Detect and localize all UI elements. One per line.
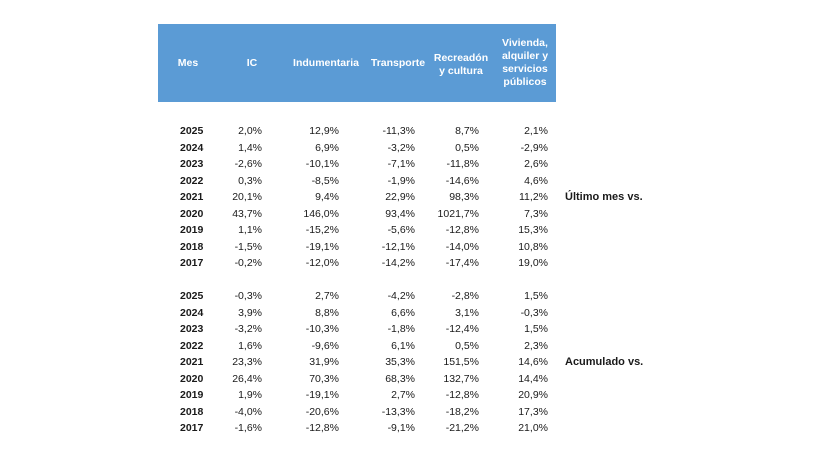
- cell-transporte: -12,1%: [381, 240, 415, 253]
- cell-recreacion: -12,8%: [445, 389, 479, 401]
- table-row: [158, 404, 556, 421]
- cell-indumentaria: -10,1%: [305, 158, 339, 170]
- cell-transporte: 68,3%: [385, 372, 415, 385]
- cell-ic: -0,2%: [234, 257, 262, 269]
- cell-vivienda: 4,6%: [524, 174, 548, 187]
- cell-vivienda: 2,6%: [524, 158, 548, 170]
- cell-ic: 1,6%: [238, 339, 262, 352]
- cell-ic: 0,3%: [238, 174, 262, 187]
- table-row: [158, 173, 556, 190]
- cell-transporte: -11,3%: [382, 125, 415, 137]
- cell-transporte: -14,2%: [381, 257, 415, 269]
- header-indumentaria: Indumentaria: [293, 56, 359, 69]
- cell-ic: -1,5%: [234, 240, 262, 253]
- section-label-acumulado: Acumulado vs.: [565, 356, 644, 368]
- cell-vivienda: 1,5%: [524, 290, 548, 302]
- cell-transporte: -13,3%: [381, 405, 415, 418]
- table-row: [158, 420, 556, 437]
- cell-vivienda: 1,5%: [524, 323, 548, 335]
- cell-indumentaria: 70,3%: [309, 372, 339, 385]
- cell-ic: -0,3%: [234, 290, 262, 302]
- cell-recreacion: -12,8%: [445, 224, 479, 236]
- cell-year: 2021: [180, 191, 204, 203]
- cell-indumentaria: 31,9%: [309, 356, 339, 368]
- header-mes: Mes: [177, 56, 199, 69]
- cell-recreacion: -18,2%: [445, 405, 479, 418]
- table-row: [158, 387, 556, 404]
- table-row: [158, 206, 556, 223]
- cell-year: 2019: [180, 224, 204, 236]
- cell-transporte: -1,9%: [387, 174, 415, 187]
- cell-indumentaria: 146,0%: [303, 207, 339, 220]
- cell-indumentaria: 8,8%: [315, 306, 339, 319]
- cell-ic: -3,2%: [234, 323, 262, 335]
- cell-year: 2017: [180, 422, 204, 434]
- cell-transporte: 35,3%: [385, 356, 415, 368]
- cell-indumentaria: -10,3%: [305, 323, 339, 335]
- table-row: [158, 321, 556, 338]
- cell-indumentaria: -20,6%: [305, 405, 339, 418]
- cell-recreacion: 98,3%: [449, 191, 479, 203]
- cell-recreacion: 1021,7%: [437, 207, 479, 220]
- table-row: [158, 140, 556, 157]
- table-row: [158, 354, 556, 371]
- cell-ic: 23,3%: [232, 356, 262, 368]
- cell-indumentaria: -19,1%: [305, 389, 339, 401]
- cell-year: 2023: [180, 323, 204, 335]
- cell-ic: 1,4%: [238, 141, 262, 154]
- cell-ic: 26,4%: [232, 372, 262, 385]
- cell-year: 2024: [180, 141, 204, 154]
- cell-year: 2020: [180, 372, 204, 385]
- table-row: [158, 371, 556, 388]
- table-row: [158, 189, 556, 206]
- cell-indumentaria: -15,2%: [305, 224, 339, 236]
- table-row: [158, 255, 556, 272]
- cell-recreacion: -2,8%: [451, 290, 479, 302]
- cell-ic: 2,0%: [238, 125, 262, 137]
- cell-year: 2021: [180, 356, 204, 368]
- header-vivienda: Vivienda, alquiler y servicios públicos: [501, 37, 549, 88]
- cell-recreacion: -21,2%: [445, 422, 479, 434]
- cell-recreacion: 0,5%: [455, 339, 479, 352]
- cell-vivienda: 11,2%: [519, 191, 548, 203]
- cell-indumentaria: 2,7%: [315, 290, 339, 302]
- cell-year: 2023: [180, 158, 204, 170]
- cell-indumentaria: -12,8%: [305, 422, 339, 434]
- cell-ic: 1,9%: [238, 389, 262, 401]
- cell-year: 2018: [180, 240, 204, 253]
- cell-transporte: -5,6%: [387, 224, 415, 236]
- cell-transporte: -1,8%: [387, 323, 415, 335]
- cell-transporte: 2,7%: [391, 389, 415, 401]
- cell-vivienda: 17,3%: [518, 405, 548, 418]
- table-row: [158, 288, 556, 305]
- cell-transporte: -7,1%: [387, 158, 415, 170]
- cell-indumentaria: 9,4%: [315, 191, 339, 203]
- cell-indumentaria: -9,6%: [311, 339, 339, 352]
- cell-indumentaria: 12,9%: [309, 125, 339, 137]
- cell-ic: 1,1%: [238, 224, 262, 236]
- section-label-ultimo-mes: Último mes vs.: [565, 191, 643, 203]
- cell-vivienda: -2,9%: [520, 141, 548, 154]
- cell-recreacion: -17,4%: [445, 257, 479, 269]
- table-row: [158, 156, 556, 173]
- table-section-ultimo-mes: [158, 123, 556, 272]
- cell-ic: 43,7%: [232, 207, 262, 220]
- cell-vivienda: 14,6%: [518, 356, 548, 368]
- cell-indumentaria: -19,1%: [305, 240, 339, 253]
- cell-vivienda: 2,1%: [524, 125, 548, 137]
- header-ic: IC: [246, 56, 258, 69]
- cell-transporte: -3,2%: [387, 141, 415, 154]
- cell-year: 2024: [180, 306, 204, 319]
- cell-vivienda: 2,3%: [524, 339, 548, 352]
- cell-vivienda: 15,3%: [518, 224, 548, 236]
- cell-year: 2020: [180, 207, 204, 220]
- cell-transporte: -9,1%: [387, 422, 415, 434]
- cell-year: 2025: [180, 125, 204, 137]
- header-recreacion: Recreadón y cultura: [433, 52, 489, 77]
- cell-year: 2019: [180, 389, 204, 401]
- cell-transporte: 6,1%: [391, 339, 415, 352]
- table-row: [158, 222, 556, 239]
- cell-transporte: 6,6%: [391, 306, 415, 319]
- table-row: [158, 239, 556, 256]
- cell-recreacion: 3,1%: [455, 306, 479, 319]
- cell-recreacion: 151,5%: [443, 356, 479, 368]
- cell-transporte: 93,4%: [385, 207, 415, 220]
- cell-vivienda: 14,4%: [518, 372, 548, 385]
- cell-transporte: -4,2%: [387, 290, 415, 302]
- cell-ic: -2,6%: [234, 158, 262, 170]
- cell-ic: -1,6%: [234, 422, 262, 434]
- cell-indumentaria: 6,9%: [315, 141, 339, 154]
- cell-year: 2022: [180, 339, 204, 352]
- table-row: [158, 123, 556, 140]
- header-transporte: Transporte: [370, 56, 426, 69]
- cell-vivienda: -0,3%: [520, 306, 548, 319]
- cell-ic: 3,9%: [238, 306, 262, 319]
- table-row: [158, 338, 556, 355]
- cell-ic: -4,0%: [234, 405, 262, 418]
- cell-year: 2018: [180, 405, 204, 418]
- cell-indumentaria: -8,5%: [311, 174, 339, 187]
- cell-transporte: 22,9%: [385, 191, 415, 203]
- table-section-acumulado: [158, 288, 556, 437]
- cell-recreacion: 0,5%: [455, 141, 479, 154]
- cell-year: 2022: [180, 174, 204, 187]
- cell-year: 2017: [180, 257, 204, 269]
- cell-vivienda: 19,0%: [518, 257, 548, 269]
- cell-vivienda: 20,9%: [518, 389, 548, 401]
- cell-vivienda: 10,8%: [518, 240, 548, 253]
- cell-ic: 20,1%: [232, 191, 262, 203]
- cell-recreacion: 132,7%: [443, 372, 479, 385]
- cell-indumentaria: -12,0%: [305, 257, 339, 269]
- cell-recreacion: -14,0%: [445, 240, 479, 253]
- cell-recreacion: 8,7%: [455, 125, 479, 137]
- cell-year: 2025: [180, 290, 204, 302]
- table-header: [158, 24, 556, 102]
- cell-recreacion: -14,6%: [445, 174, 479, 187]
- cell-vivienda: 21,0%: [518, 422, 548, 434]
- cell-recreacion: -11,8%: [446, 158, 479, 170]
- cell-recreacion: -12,4%: [445, 323, 479, 335]
- cell-vivienda: 7,3%: [524, 207, 548, 220]
- table-row: [158, 305, 556, 322]
